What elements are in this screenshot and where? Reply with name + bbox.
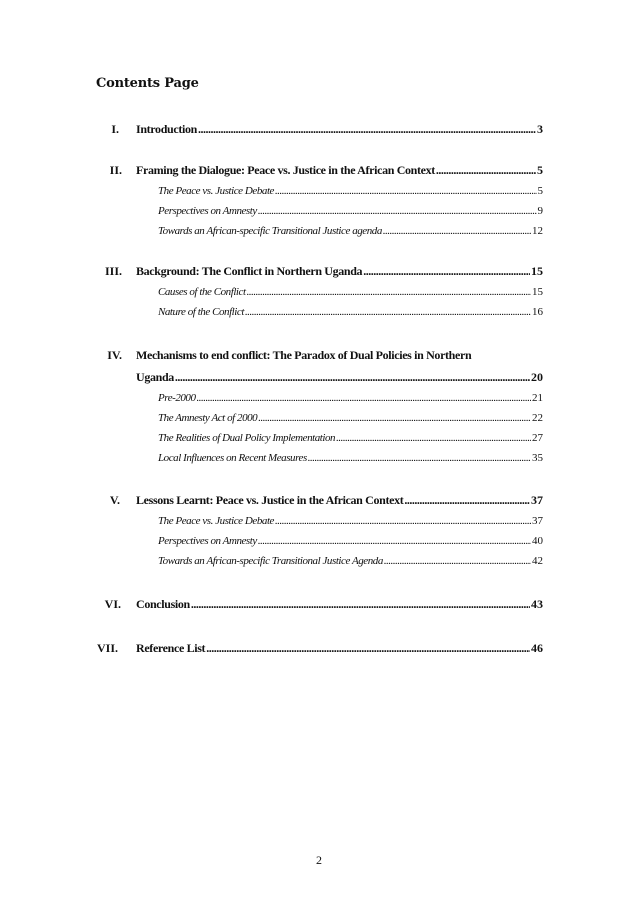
dot-leader (206, 641, 530, 656)
dot-leader (247, 286, 531, 298)
dot-leader (275, 515, 531, 527)
toc-subentry[interactable] (158, 452, 543, 464)
dot-leader (384, 555, 531, 567)
toc-subentry[interactable] (158, 412, 543, 424)
toc-entry-lessons-learnt[interactable] (136, 493, 543, 508)
subsection-title: Towards an African-specific Transitional Justice Agenda (158, 555, 383, 567)
section-numeral: IV. (107, 348, 122, 362)
section-title: Reference List (136, 641, 206, 655)
subsection-title: The Amnesty Act of 2000 (158, 412, 258, 424)
page-number: 46 (531, 641, 543, 655)
page-number: 9 (537, 205, 543, 217)
section-numeral: VI. (104, 597, 121, 611)
page-title: Contents Page (96, 76, 199, 91)
toc-subentry[interactable] (158, 555, 543, 567)
page-number: 43 (531, 597, 543, 611)
toc-entry-mechanisms-line1[interactable] (136, 348, 543, 363)
subsection-title: Perspectives on Amnesty (158, 205, 257, 217)
dot-leader (198, 122, 536, 137)
subsection-title: The Peace vs. Justice Debate (158, 185, 274, 197)
dot-leader (404, 493, 530, 508)
page-number: 37 (531, 493, 543, 507)
page-number: 40 (532, 535, 543, 547)
subsection-title: The Peace vs. Justice Debate (158, 515, 274, 527)
toc-subentry[interactable] (158, 185, 543, 197)
toc-entry-reference-list[interactable] (136, 641, 543, 656)
toc-entry-introduction[interactable] (136, 122, 543, 137)
section-title: Uganda (136, 370, 174, 384)
toc-subentry[interactable] (158, 225, 543, 237)
page-number: 3 (537, 122, 543, 136)
dot-leader (383, 225, 531, 237)
toc-subentry[interactable] (158, 286, 543, 298)
toc-subentry[interactable] (158, 535, 543, 547)
dot-leader (191, 597, 530, 612)
dot-leader (363, 264, 530, 279)
page-number: 20 (531, 370, 543, 384)
dot-leader (336, 432, 531, 444)
page-number: 42 (532, 555, 543, 567)
toc-subentry[interactable] (158, 205, 543, 217)
dot-leader (258, 205, 537, 217)
toc-subentry[interactable] (158, 432, 543, 444)
subsection-title: The Realities of Dual Policy Implementation (158, 432, 336, 444)
page-number: 27 (532, 432, 543, 444)
section-numeral: III. (104, 264, 122, 278)
page-number: 37 (532, 515, 543, 527)
subsection-title: Perspectives on Amnesty (158, 535, 257, 547)
page-number: 35 (532, 452, 543, 464)
page-number: 12 (532, 225, 543, 237)
toc-entry-conclusion[interactable] (136, 597, 543, 612)
dot-leader (308, 452, 531, 464)
page-number: 21 (532, 392, 543, 404)
dot-leader (197, 392, 531, 404)
subsection-title: Pre-2000 (158, 392, 196, 404)
dot-leader (175, 370, 530, 385)
section-title: Mechanisms to end conflict: The Paradox of Dual Policies in Northern (136, 348, 472, 362)
section-title: Conclusion (136, 597, 190, 611)
section-numeral: V. (109, 493, 120, 507)
section-title: Lessons Learnt: Peace vs. Justice in the African Context (136, 493, 404, 507)
dot-leader (258, 412, 531, 424)
toc-subentry[interactable] (158, 392, 543, 404)
page-number: 15 (532, 286, 543, 298)
section-title: Background: The Conflict in Northern Uganda (136, 264, 363, 278)
section-numeral: II. (109, 163, 122, 177)
subsection-title: Towards an African-specific Transitional Justice agenda (158, 225, 382, 237)
page-number: 15 (531, 264, 543, 278)
subsection-title: Local Influences on Recent Measures (158, 452, 307, 464)
page-number: 5 (537, 163, 543, 177)
page-number: 22 (532, 412, 543, 424)
subsection-title: Causes of the Conflict (158, 286, 246, 298)
dot-leader (275, 185, 537, 197)
dot-leader (245, 306, 531, 318)
section-title: Framing the Dialogue: Peace vs. Justice in the African Context (136, 163, 435, 177)
dot-leader (436, 163, 536, 178)
toc-entry-framing-the-dialogue[interactable] (136, 163, 543, 178)
page-number: 5 (537, 185, 543, 197)
section-numeral: VII. (96, 641, 118, 655)
section-numeral: I. (111, 122, 119, 136)
section-title: Introduction (136, 122, 197, 136)
dot-leader (258, 535, 531, 547)
page-number-footer: 2 (316, 853, 322, 867)
toc-entry-mechanisms-line2[interactable] (136, 370, 543, 385)
toc-subentry[interactable] (158, 306, 543, 318)
page-number: 16 (532, 306, 543, 318)
subsection-title: Nature of the Conflict (158, 306, 244, 318)
toc-entry-background[interactable] (136, 264, 543, 279)
toc-subentry[interactable] (158, 515, 543, 527)
